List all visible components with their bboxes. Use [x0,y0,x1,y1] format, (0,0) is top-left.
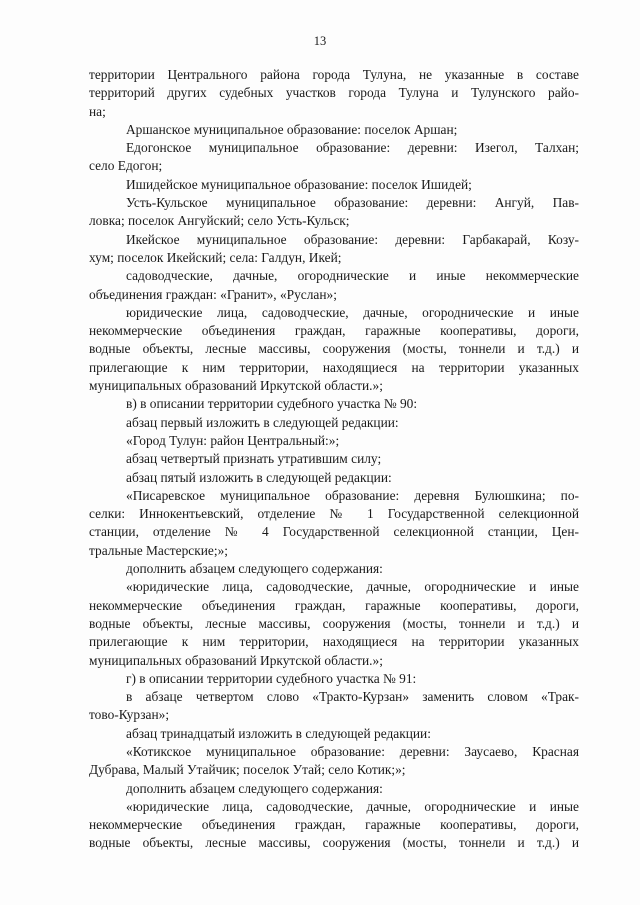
text-line: некоммерческие объединения граждан, гаражные кооперативы, дороги, [89,323,579,339]
text-line: в абзаце четвертом слово «Тракто-Курзан» заменить словом «Трак- [126,689,579,705]
text-line: село Едогон; [89,158,163,174]
text-line: Едогонское муниципальное образование: деревни: Изегол, Талхан; [126,140,579,156]
text-line: абзац первый изложить в следующей редакции: [126,414,399,430]
text-line: ловка; поселок Ангуйский; село Усть-Кульск; [89,213,350,229]
text-line: объединения граждан: «Гранит», «Руслан»; [89,286,337,302]
text-line: муниципальных образований Иркутской области.»; [89,652,383,668]
page-number: 13 [313,34,327,48]
text-line: станции, отделение № 4 Государственной селекционной станции, Цен- [89,524,579,540]
text-line: некоммерческие объединения граждан, гаражные кооперативы, дороги, [89,597,579,613]
text-line: тральные Мастерские;»; [89,542,228,558]
text-line: «Котикское муниципальное образование: деревни: Заусаево, Красная [126,743,579,759]
text-line: абзац пятый изложить в следующей редакции: [126,469,392,485]
text-line: Икейское муниципальное образование: деревни: Гарбакарай, Козу- [126,231,579,247]
text-line: некоммерческие объединения граждан, гаражные кооперативы, дороги, [89,817,579,833]
text-line: на; [89,103,106,119]
text-line: дополнить абзацем следующего содержания: [126,561,383,577]
document-body [89,66,579,853]
text-line: в) в описании территории судебного участка № 90: [126,396,418,412]
text-line: прилегающие к ним территории, находящиеся на территории указанных [89,634,579,650]
text-line: «юридические лица, садоводческие, дачные, огороднические и иные [126,579,579,595]
text-line: Аршанское муниципальное образование: поселок Аршан; [126,121,458,137]
text-line: водные объекты, лесные массивы, сооружения (мосты, тоннели и т.д.) и [89,341,579,357]
text-line: г) в описании территории судебного участка № 91: [126,670,417,686]
text-line: водные объекты, лесные массивы, сооружения (мосты, тоннели и т.д.) и [89,615,579,631]
text-line: Дубрава, Малый Утайчик; поселок Утай; село Котик;»; [89,762,406,778]
text-line: прилегающие к ним территории, находящиеся на территории указанных [89,359,579,375]
text-line: дополнить абзацем следующего содержания: [126,780,383,796]
text-line: Усть-Кульское муниципальное образование: деревни: Ангуй, Пав- [126,195,579,211]
text-line: абзац тринадцатый изложить в следующей редакции: [126,725,431,741]
text-line: Ишидейское муниципальное образование: поселок Ишидей; [126,176,472,192]
text-line: садоводческие, дачные, огороднические и иные некоммерческие [126,268,579,284]
text-line: юридические лица, садоводческие, дачные, огороднические и иные [126,304,579,320]
text-line: «Писаревское муниципальное образование: деревня Булюшкина; по- [126,487,579,503]
text-line: водные объекты, лесные массивы, сооружения (мосты, тоннели и т.д.) и [89,835,579,851]
text-line: муниципальных образований Иркутской области.»; [89,378,383,394]
text-line: территории Центрального района города Тулуна, не указанные в составе [89,67,579,82]
text-line: селки: Иннокентьевский, отделение № 1 Государственной селекционной [89,506,579,522]
text-line: «Город Тулун: район Центральный:»; [126,432,340,448]
text-line: тово-Курзан»; [89,707,170,723]
text-line: «юридические лица, садоводческие, дачные, огороднические и иные [126,798,579,814]
text-line: абзац четвертый признать утратившим силу; [126,451,382,467]
text-line: хум; поселок Икейский; села: Галдун, Икей; [89,249,342,265]
text-line: территорий других судебных участков города Тулуна и Тулунского райо- [89,85,579,101]
